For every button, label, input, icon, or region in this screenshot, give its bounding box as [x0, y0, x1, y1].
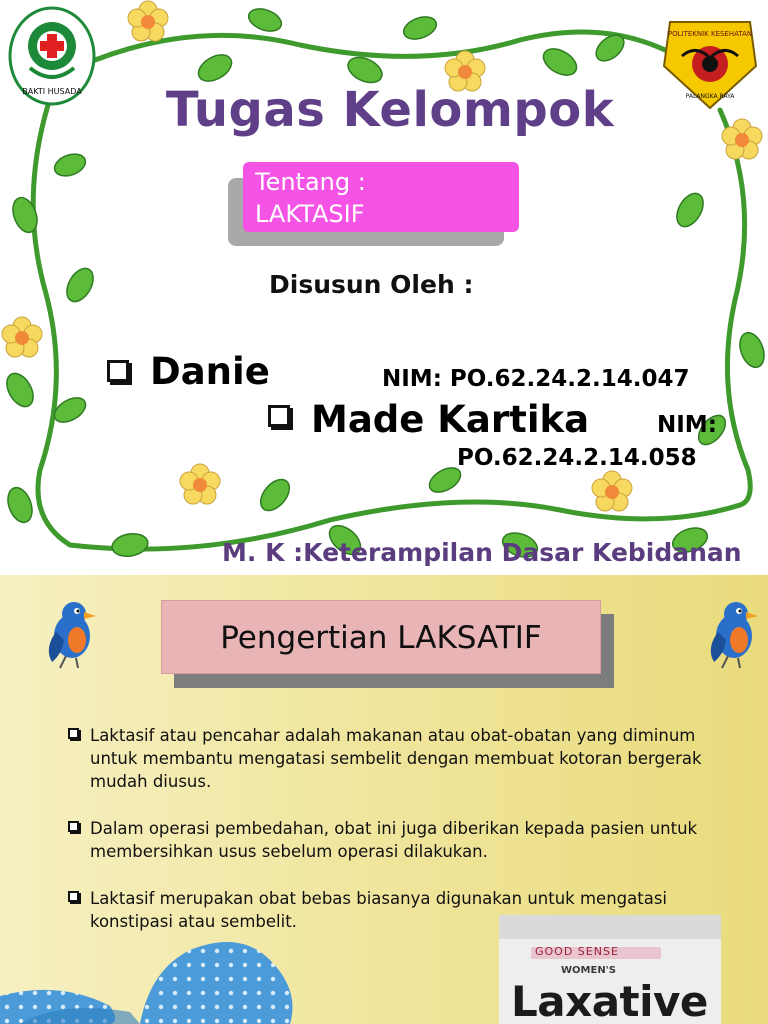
list-item-text: Dalam operasi pembedahan, obat ini juga diberikan kepada pasien untuk membersihkan usus sebelum operasi dilakukan.	[90, 819, 698, 861]
product-name: Laxative	[511, 977, 708, 1024]
checkbox-bullet-icon	[107, 360, 129, 382]
polka-dot-bow-image	[0, 930, 330, 1024]
svg-text:BAKTI HUSADA: BAKTI HUSADA	[22, 87, 82, 96]
checkbox-bullet-icon	[68, 891, 79, 902]
bluebird-icon	[44, 598, 96, 670]
topic-label: Tentang :	[255, 168, 366, 196]
svg-text:PALANGKA RAYA: PALANGKA RAYA	[685, 93, 735, 100]
svg-text:POLITEKNIK KESEHATAN: POLITEKNIK KESEHATAN	[667, 30, 753, 38]
member-name: Made Kartika	[311, 398, 590, 441]
section-heading: Pengertian LAKSATIF	[161, 600, 601, 674]
member-nim: NIM: PO.62.24.2.14.047	[382, 366, 690, 392]
course-name: M. K :Keterampilan Dasar Kebidanan	[222, 538, 742, 567]
list-item	[66, 817, 746, 863]
product-subtitle: WOMEN'S	[561, 965, 616, 976]
member-nim-label: NIM:	[657, 412, 717, 438]
list-item-text: Laktasif atau pencahar adalah makanan atau obat-obatan yang diminum untuk membantu mengatasi sembelit dengan membuat kotoran bergerak mudah diusus.	[90, 726, 702, 791]
byline: Disusun Oleh :	[269, 270, 474, 299]
checkbox-bullet-icon	[68, 821, 79, 832]
bluebird-icon	[706, 598, 758, 670]
laxative-product-image	[499, 915, 721, 1024]
checkbox-bullet-icon	[268, 405, 290, 427]
member-name: Danie	[150, 350, 270, 393]
product-brand: GOOD SENSE	[535, 945, 619, 958]
topic-value: LAKTASIF	[255, 200, 365, 228]
list-item	[66, 724, 746, 793]
member-nim: PO.62.24.2.14.058	[457, 445, 697, 471]
topic-box	[243, 162, 519, 232]
slide-title: Tugas Kelompok	[165, 82, 615, 138]
list-item-text: Laktasif merupakan obat bebas biasanya digunakan untuk mengatasi konstipasi atau sembelit.	[90, 889, 668, 931]
checkbox-bullet-icon	[68, 728, 79, 739]
